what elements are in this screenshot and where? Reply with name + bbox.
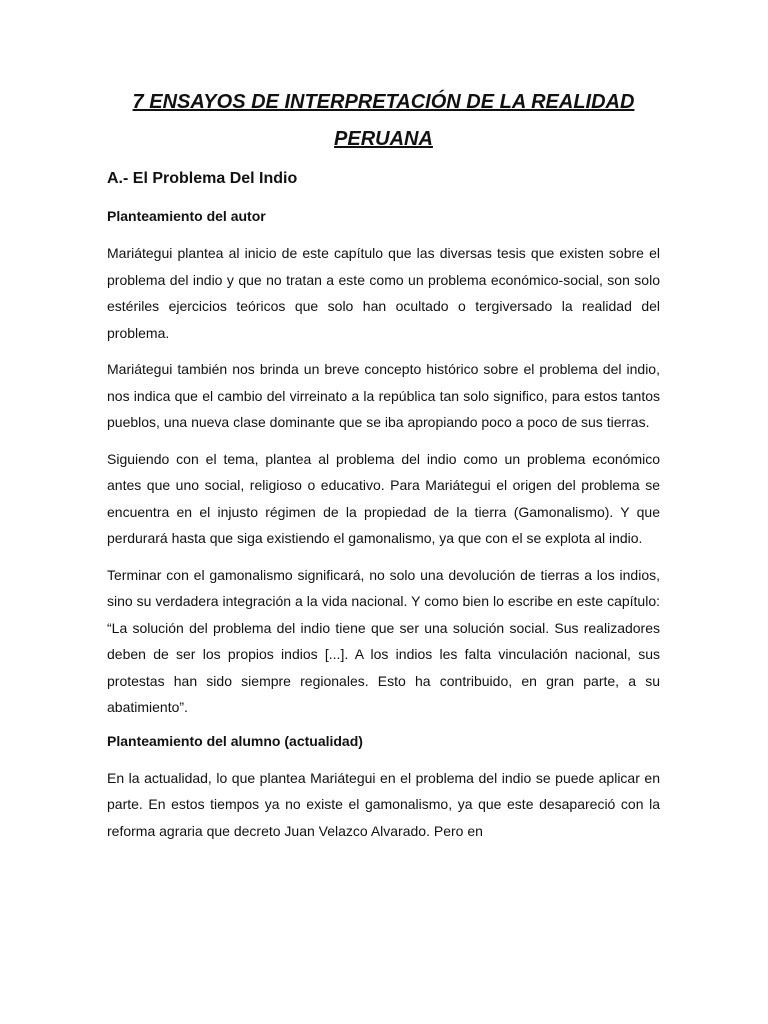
paragraph-student-1: En la actualidad, lo que plantea Mariátegui en el problema del indio se puede aplicar en parte. En estos tiempos ya no existe el gamonalismo, ya que este desapareció con la reforma agraria que decreto Juan Velazco Alvarado. Pero en	[107, 769, 660, 839]
paragraph-author-3: Siguiendo con el tema, plantea al problema del indio como un problema económico antes que uno social, religioso o educativo. Para Mariátegui el origen del problema se encuentra en el injusto régimen de la propiedad de la tierra (Gamonalismo). Y que perdurará hasta que siga existiendo el gamonalismo, ya que con el se explota al indio.	[107, 450, 660, 546]
paragraph-author-1: Mariátegui plantea al inicio de este capítulo que las diversas tesis que existen sobre el problema del indio y que no tratan a este como un problema económico-social, son solo estériles ejercicios teóricos que solo han ocultado o tergiversado la realidad del problema.	[107, 245, 660, 341]
section-heading: A.- El Problema Del Indio	[107, 170, 298, 187]
subheading-author: Planteamiento del autor	[107, 208, 266, 224]
paragraph-author-2: Mariátegui también nos brinda un breve concepto histórico sobre el problema del indio, nos indica que el cambio del virreinato a la república tan solo significo, para estos tantos pueblos, una nueva clase dominante que se iba apropiando poco a poco de sus tierras.	[107, 361, 660, 430]
paragraph-author-4: Terminar con el gamonalismo significará, no solo una devolución de tierras a los indios, sino su verdadera integración a la vida nacional. Y como bien lo escribe en este capítulo: “La solución del problema del indio tiene que ser una solución social. Sus realizadores deben de ser los propios indios [...]. A los indios les falta vinculación nacional, sus protestas han sido siempre regionales. Esto ha contribuido, en gran parte, a su abatimiento”.	[107, 566, 660, 715]
document-page	[107, 84, 660, 844]
subheading-student: Planteamiento del alumno (actualidad)	[107, 732, 363, 749]
document-title: 7 ENSAYOS DE INTERPRETACIÓN DE LA REALIDAD PERUANA	[132, 91, 635, 150]
